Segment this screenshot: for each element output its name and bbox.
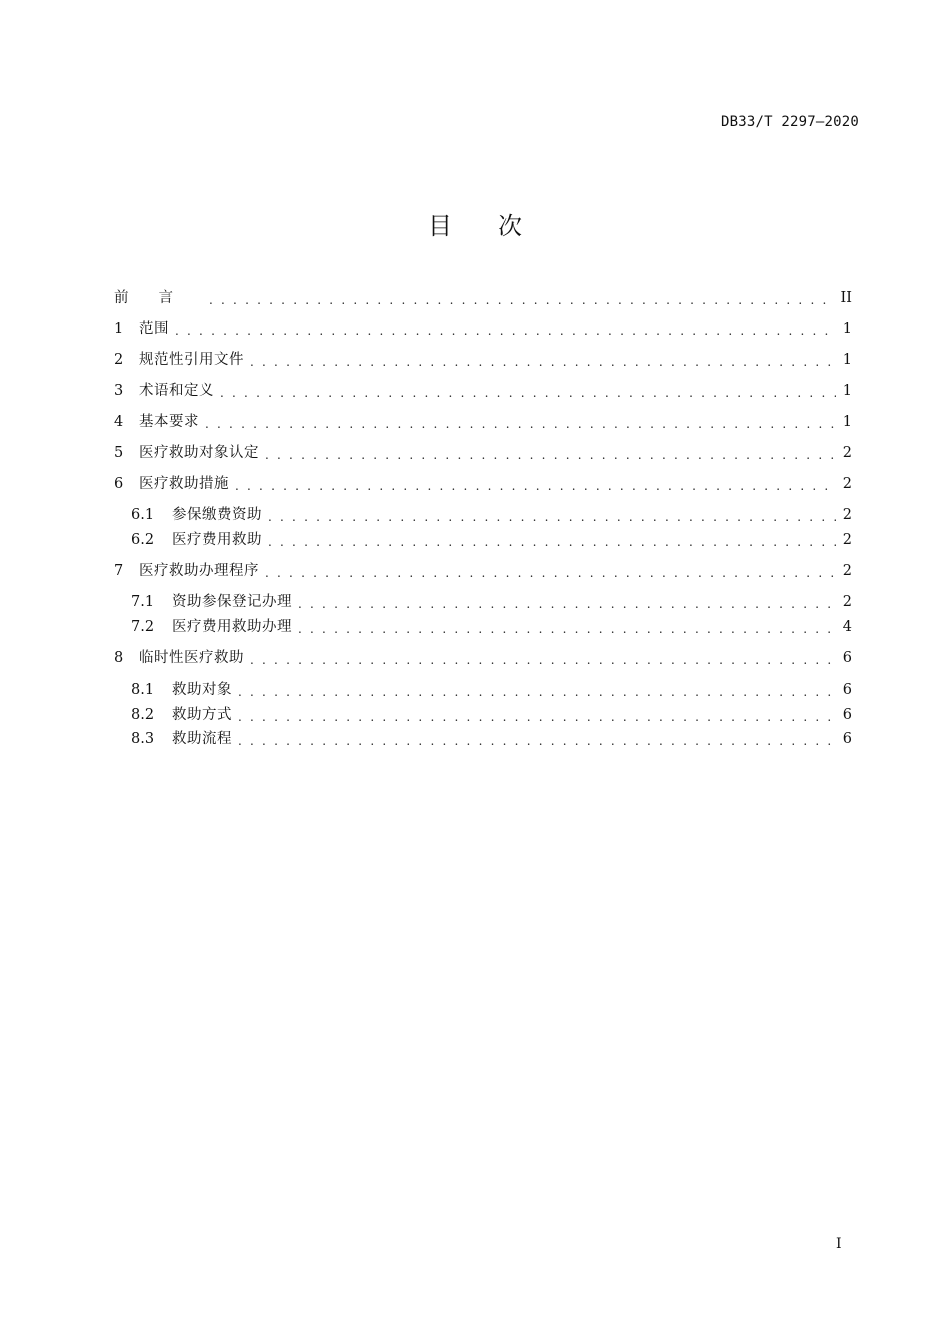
toc-entry-label: 资助参保登记办理 <box>172 594 292 610</box>
toc-entry-page: 1 <box>842 321 852 337</box>
toc-leader-dots <box>265 563 836 583</box>
toc-leader-dots <box>268 507 836 527</box>
toc-entry-5[interactable] <box>114 443 852 463</box>
toc-entry-label: 医疗救助办理程序 <box>139 563 259 579</box>
toc-entry-label: 救助对象 <box>172 682 232 698</box>
toc-leader-dots <box>268 532 836 552</box>
toc-entry-number: 7 <box>114 563 124 579</box>
toc-entry-page: 2 <box>842 563 852 579</box>
toc-leader-dots <box>209 290 835 310</box>
toc-entry-page: 6 <box>842 650 852 666</box>
toc-entry-7-2[interactable] <box>131 617 852 637</box>
toc-entry-number: 8.3 <box>131 731 155 747</box>
toc-entry-label: 医疗费用救助办理 <box>172 619 292 635</box>
toc-entry-page: 2 <box>842 532 852 548</box>
toc-leader-dots <box>220 383 836 403</box>
toc-entry-number: 8.1 <box>131 682 155 698</box>
toc-entry-label: 救助方式 <box>172 707 232 723</box>
toc-entry-label: 医疗救助措施 <box>139 476 229 492</box>
toc-entry-page: 2 <box>842 445 852 461</box>
toc-entry-8[interactable] <box>114 648 852 668</box>
toc-entry-number: 1 <box>114 321 124 337</box>
toc-entry-page: 6 <box>842 682 852 698</box>
toc-entry-number: 7.2 <box>131 619 155 635</box>
toc-leader-dots <box>298 594 836 614</box>
toc-entry-page: 6 <box>842 707 852 723</box>
toc-entry-label: 参保缴费资助 <box>172 507 262 523</box>
toc-entry-label: 规范性引用文件 <box>139 352 244 368</box>
toc-entry-page: 1 <box>842 414 852 430</box>
toc-leader-dots <box>175 321 836 341</box>
toc-entry-page: 4 <box>842 619 852 635</box>
toc-entry-number: 7.1 <box>131 594 155 610</box>
toc-entry-label: 医疗救助对象认定 <box>139 445 259 461</box>
toc-entry-label: 临时性医疗救助 <box>139 650 244 666</box>
toc-entry-6[interactable] <box>114 474 852 494</box>
toc-leader-dots <box>250 352 836 372</box>
toc-entry-3[interactable] <box>114 381 852 401</box>
toc-entry-label: 基本要求 <box>139 414 199 430</box>
toc-leader-dots <box>235 476 836 496</box>
toc-leader-dots <box>238 682 836 702</box>
toc-entry-number: 8.2 <box>131 707 155 723</box>
toc-entry-label: 前言 <box>114 290 203 306</box>
toc-leader-dots <box>238 707 836 727</box>
toc-entry-page: 2 <box>842 594 852 610</box>
toc-entry-number: 6 <box>114 476 124 492</box>
toc-entry-7[interactable] <box>114 561 852 581</box>
toc-entry-number: 3 <box>114 383 124 399</box>
toc-entry-label: 救助流程 <box>172 731 232 747</box>
page-title: 目次 <box>428 212 568 240</box>
toc-leader-dots <box>250 650 836 670</box>
toc-entry-4[interactable] <box>114 412 852 432</box>
toc-entry-number: 6.2 <box>131 532 155 548</box>
toc-entry-page: 2 <box>842 507 852 523</box>
document-code: DB33/T 2297—2020 <box>720 114 859 130</box>
toc-entry-2[interactable] <box>114 350 852 370</box>
toc-entry-page: 6 <box>842 731 852 747</box>
toc-entry-6-2[interactable] <box>131 530 852 550</box>
toc-leader-dots <box>265 445 836 465</box>
toc-leader-dots <box>298 619 836 639</box>
toc-entry-label: 术语和定义 <box>139 383 214 399</box>
toc-entry-page: 1 <box>842 383 852 399</box>
toc-entry-8-2[interactable] <box>131 705 852 725</box>
toc-entry-label: 范围 <box>139 321 169 337</box>
toc-entry-page: 1 <box>842 352 852 368</box>
toc-entry-number: 6.1 <box>131 507 155 523</box>
toc-leader-dots <box>238 731 836 751</box>
toc-entry-7-1[interactable] <box>131 592 852 612</box>
toc-entry-8-3[interactable] <box>131 729 852 749</box>
toc-entry-8-1[interactable] <box>131 680 852 700</box>
toc-entry-number: 4 <box>114 414 124 430</box>
toc-entry-label: 医疗费用救助 <box>172 532 262 548</box>
toc-entry-1[interactable] <box>114 319 852 339</box>
toc-entry-page: 2 <box>842 476 852 492</box>
toc-entry-number: 8 <box>114 650 124 666</box>
toc-entry-number: 2 <box>114 352 124 368</box>
toc-entry-number: 5 <box>114 445 124 461</box>
toc-entry-foreword[interactable] <box>114 288 852 308</box>
page-number: I <box>836 1236 842 1252</box>
toc-entry-6-1[interactable] <box>131 505 852 525</box>
toc-leader-dots <box>205 414 836 434</box>
toc-entry-page: II <box>840 290 852 306</box>
